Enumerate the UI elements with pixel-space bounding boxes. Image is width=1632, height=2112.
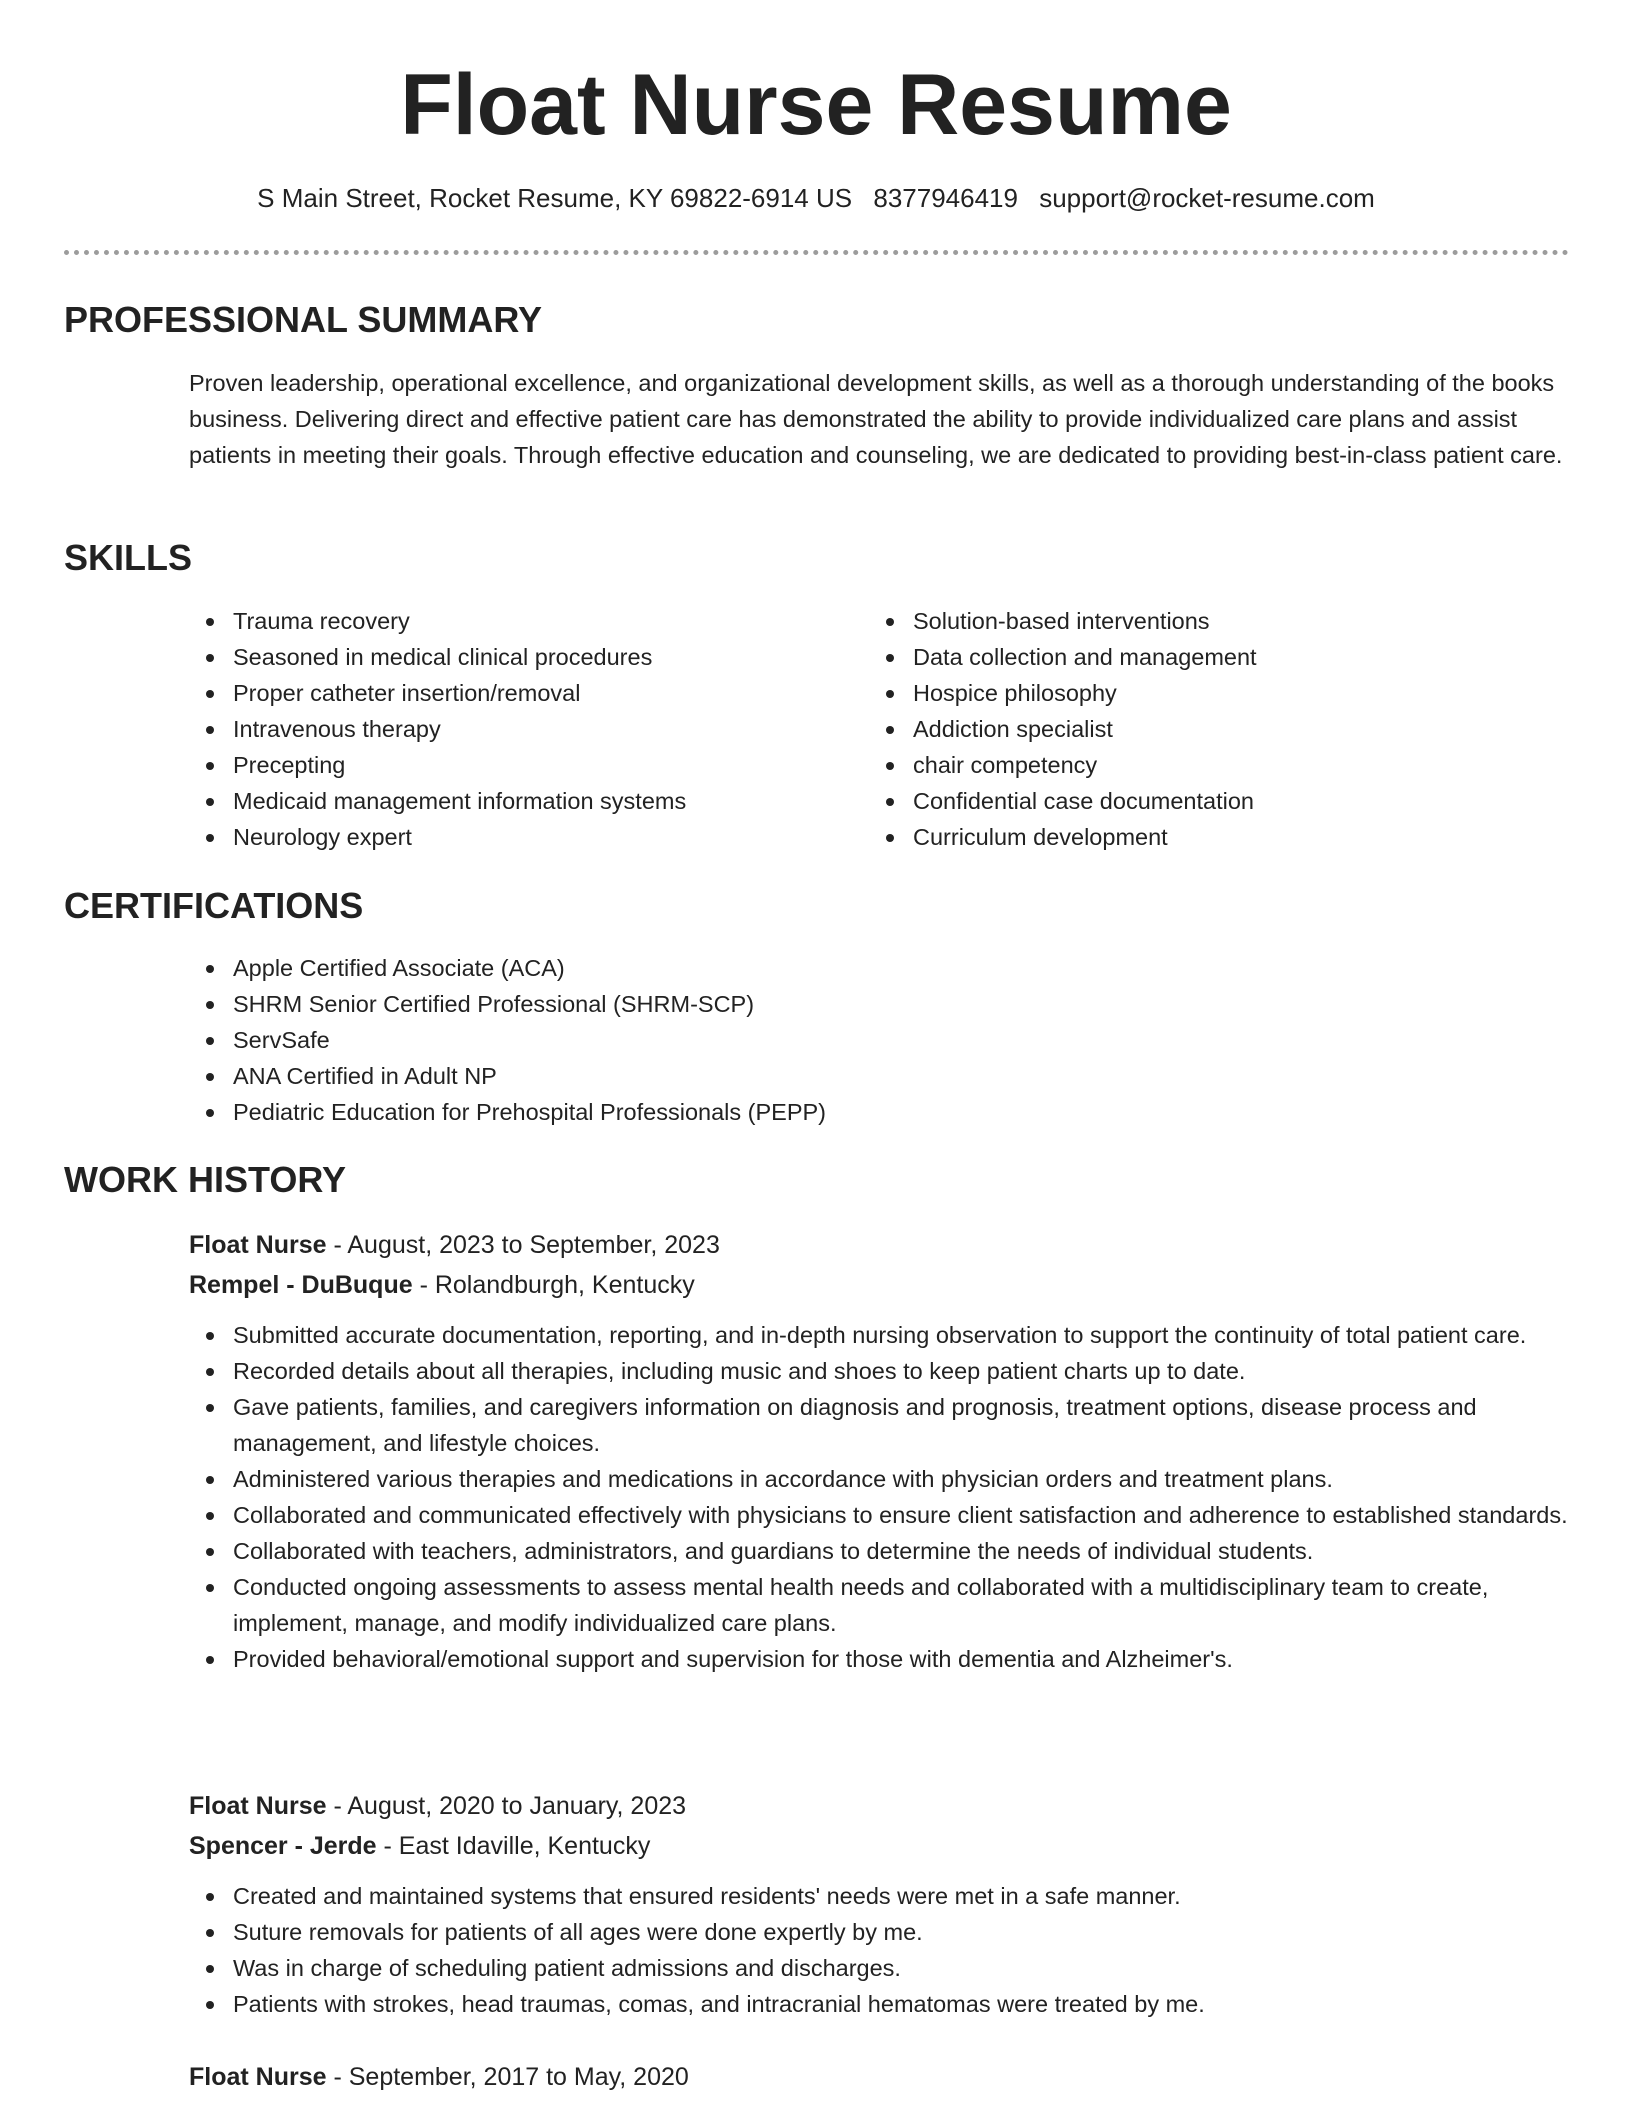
job-duty: Conducted ongoing assessments to assess mental health needs and collaborated with a multidisciplinary team to create, implement, manage, and modify individualized care plans. — [189, 1569, 1574, 1641]
job-duty: Suture removals for patients of all ages were done expertly by me. — [189, 1914, 1574, 1950]
job-title-line — [189, 1786, 1574, 1826]
skills-list-left — [189, 603, 849, 855]
job-duty: Gave patients, families, and caregivers information on diagnosis and prognosis, treatment options, disease process and management, and lifestyle choices. — [189, 1389, 1574, 1461]
certification-item: Apple Certified Associate (ACA) — [189, 950, 1569, 986]
skill-item: chair competency — [869, 747, 1569, 783]
skill-item: Solution-based interventions — [869, 603, 1569, 639]
job-title-line — [189, 2057, 1574, 2097]
job-company: Spencer - Jerde — [189, 1832, 377, 1860]
job-duties-list — [189, 1317, 1574, 1677]
skill-item: Hospice philosophy — [869, 675, 1569, 711]
job-duty: Patients with strokes, head traumas, comas, and intracranial hematomas were treated by me. — [189, 1986, 1574, 2022]
job-duties-list — [189, 1878, 1574, 2022]
job-role: Float Nurse — [189, 2063, 327, 2091]
contact-phone: 8377946419 — [873, 183, 1018, 213]
job-role: Float Nurse — [189, 1231, 327, 1259]
certification-item: Pediatric Education for Prehospital Professionals (PEPP) — [189, 1094, 1569, 1130]
skill-item: Confidential case documentation — [869, 783, 1569, 819]
skill-item: Addiction specialist — [869, 711, 1569, 747]
job-duty: Administered various therapies and medications in accordance with physician orders and treatment plans. — [189, 1461, 1574, 1497]
skill-item: Seasoned in medical clinical procedures — [189, 639, 849, 675]
summary-text: Proven leadership, operational excellence, and organizational development skills, as well as a thorough understanding of the books business. Delivering direct and effective patient care has demonstrated the ability to provide individualized care plans and assist patients in meeting their goals. Through effective education and counseling, we are dedicated to providing best-in-class patient care. — [189, 370, 1563, 468]
job-company-line — [189, 1826, 1574, 1866]
job-duty: Created and maintained systems that ensured residents' needs were met in a safe manner. — [189, 1878, 1574, 1914]
job-title-line — [189, 1225, 1574, 1265]
certification-item: SHRM Senior Certified Professional (SHRM-SCP) — [189, 986, 1569, 1022]
job-duty: Was in charge of scheduling patient admissions and discharges. — [189, 1950, 1574, 1986]
job-duty: Submitted accurate documentation, reporting, and in-depth nursing observation to support the continuity of total patient care. — [189, 1317, 1574, 1353]
skill-item: Proper catheter insertion/removal — [189, 675, 849, 711]
summary-heading: PROFESSIONAL SUMMARY — [64, 299, 543, 340]
job-company-line — [189, 1265, 1574, 1305]
job-entry — [189, 1786, 1574, 2022]
job-location: - East Idaville, Kentucky — [376, 1832, 651, 1860]
contact-address: S Main Street, Rocket Resume, KY 69822-6914 US — [257, 183, 853, 213]
skill-item: Trauma recovery — [189, 603, 849, 639]
skill-item: Intravenous therapy — [189, 711, 849, 747]
skill-item: Medicaid management information systems — [189, 783, 849, 819]
job-dates: - August, 2020 to January, 2023 — [326, 1792, 687, 1820]
job-duty: Collaborated and communicated effectively with physicians to ensure client satisfaction and adherence to established standards. — [189, 1497, 1574, 1533]
certification-item: ANA Certified in Adult NP — [189, 1058, 1569, 1094]
job-role: Float Nurse — [189, 1792, 327, 1820]
job-duty: Collaborated with teachers, administrators, and guardians to determine the needs of individual students. — [189, 1533, 1574, 1569]
skill-item: Precepting — [189, 747, 849, 783]
skills-heading: SKILLS — [64, 537, 193, 578]
contact-line — [0, 180, 1632, 216]
job-entry — [189, 2057, 1574, 2097]
certification-item: ServSafe — [189, 1022, 1569, 1058]
job-duty: Recorded details about all therapies, including music and shoes to keep patient charts up to date. — [189, 1353, 1574, 1389]
certifications-heading: CERTIFICATIONS — [64, 885, 364, 926]
work-history-heading: WORK HISTORY — [64, 1159, 347, 1200]
resume-title: Float Nurse Resume — [400, 57, 1232, 153]
certifications-list — [189, 950, 1569, 1130]
contact-email: support@rocket-resume.com — [1039, 183, 1375, 213]
skills-list-right — [869, 603, 1569, 855]
job-location: - Rolandburgh, Kentucky — [412, 1271, 695, 1299]
job-dates: - September, 2017 to May, 2020 — [326, 2063, 689, 2091]
job-company: Rempel - DuBuque — [189, 1271, 413, 1299]
job-dates: - August, 2023 to September, 2023 — [326, 1231, 720, 1259]
job-entry — [189, 1225, 1574, 1677]
skill-item: Data collection and management — [869, 639, 1569, 675]
skill-item: Curriculum development — [869, 819, 1569, 855]
job-duty: Provided behavioral/emotional support and supervision for those with dementia and Alzheimer's. — [189, 1641, 1574, 1677]
skill-item: Neurology expert — [189, 819, 849, 855]
header-divider — [64, 250, 1569, 255]
